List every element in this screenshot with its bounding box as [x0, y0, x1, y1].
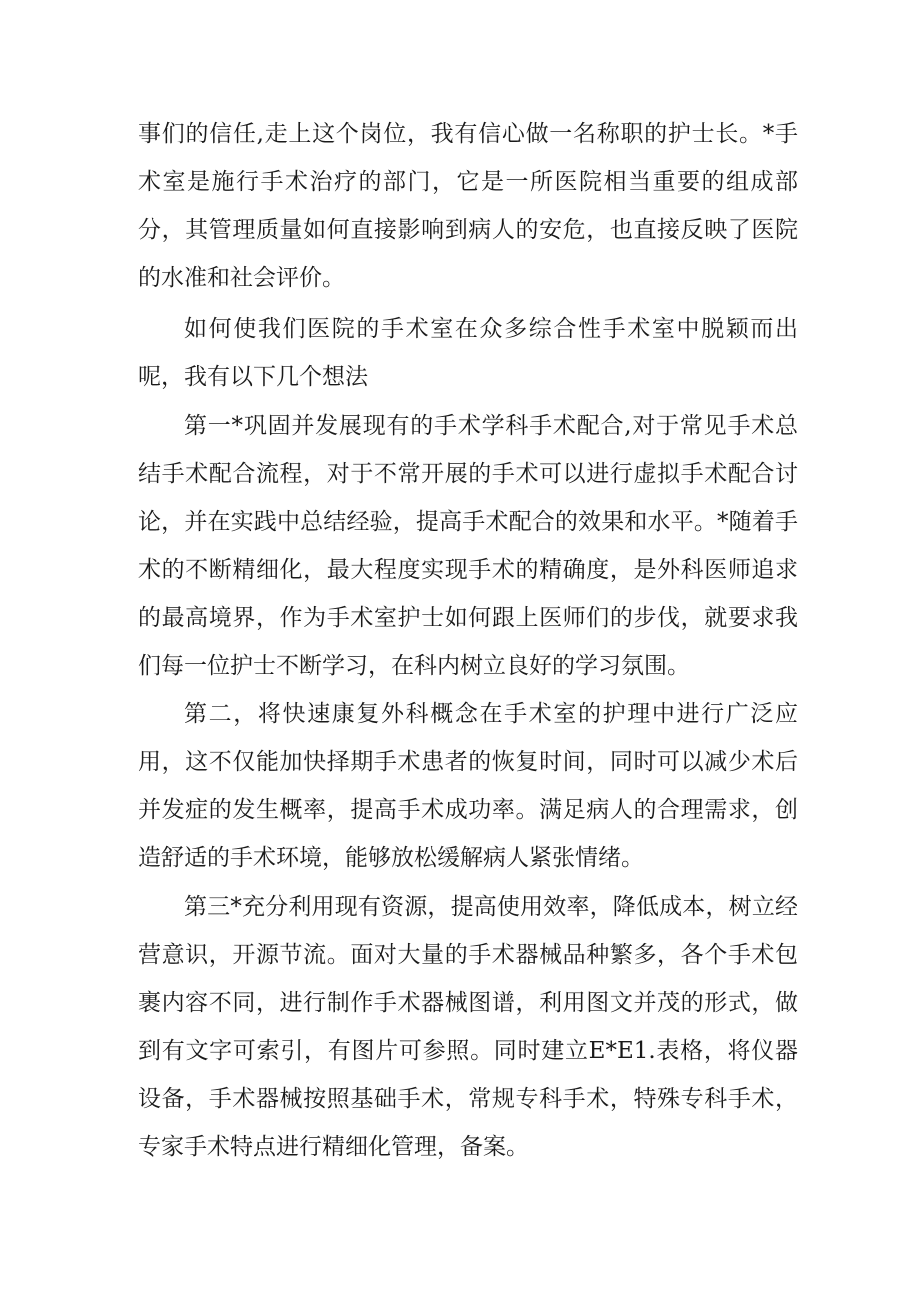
paragraph-continuation: 事们的信任,走上这个岗位，我有信心做一名称职的护士长。*手术室是施行手术治疗的部门，它是一所医院相当重要的组成部分，其管理质量如何直接影响到病人的安危，也直接反映了医院的水准和社会评价。: [138, 121, 798, 291]
paragraph-point-one: 第一*巩固并发展现有的手术学科手术配合,对于常见手术总结手术配合流程，对于不常开展的手术可以进行虚拟手术配合讨论，并在实践中总结经验，提高手术配合的效果和水平。*随着手术的不断精细化，最大程度实现手术的精确度，是外科医师追求的最高境界，作为手术室护士如何跟上医师们的步伐，就要求我们每一位护士不断学习，在科内树立良好的学习氛围。: [138, 413, 798, 679]
paragraph-point-two: 第二，将快速康复外科概念在手术室的护理中进行广泛应用，这不仅能加快择期手术患者的恢复时间，同时可以减少术后并发症的发生概率，提高手术成功率。满足病人的合理需求，创造舒适的手术环境，能够放松缓解病人紧张情绪。: [138, 701, 798, 871]
paragraph-intro-question: 如何使我们医院的手术室在众多综合性手术室中脱颖而出呢，我有以下几个想法: [138, 316, 798, 390]
paragraph-point-three: 第三*充分利用现有资源，提高使用效率，降低成本，树立经营意识，开源节流。面对大量的手术器械品种繁多，各个手术包裹内容不同，进行制作手术器械图谱，利用图文并茂的形式，做到有文字可索引，有图片可参照。同时建立E*E1.表格，将仪器设备，手术器械按照基础手术，常规专科手术，特殊专科手术，专家手术特点进行精细化管理，备案。: [138, 894, 798, 1160]
